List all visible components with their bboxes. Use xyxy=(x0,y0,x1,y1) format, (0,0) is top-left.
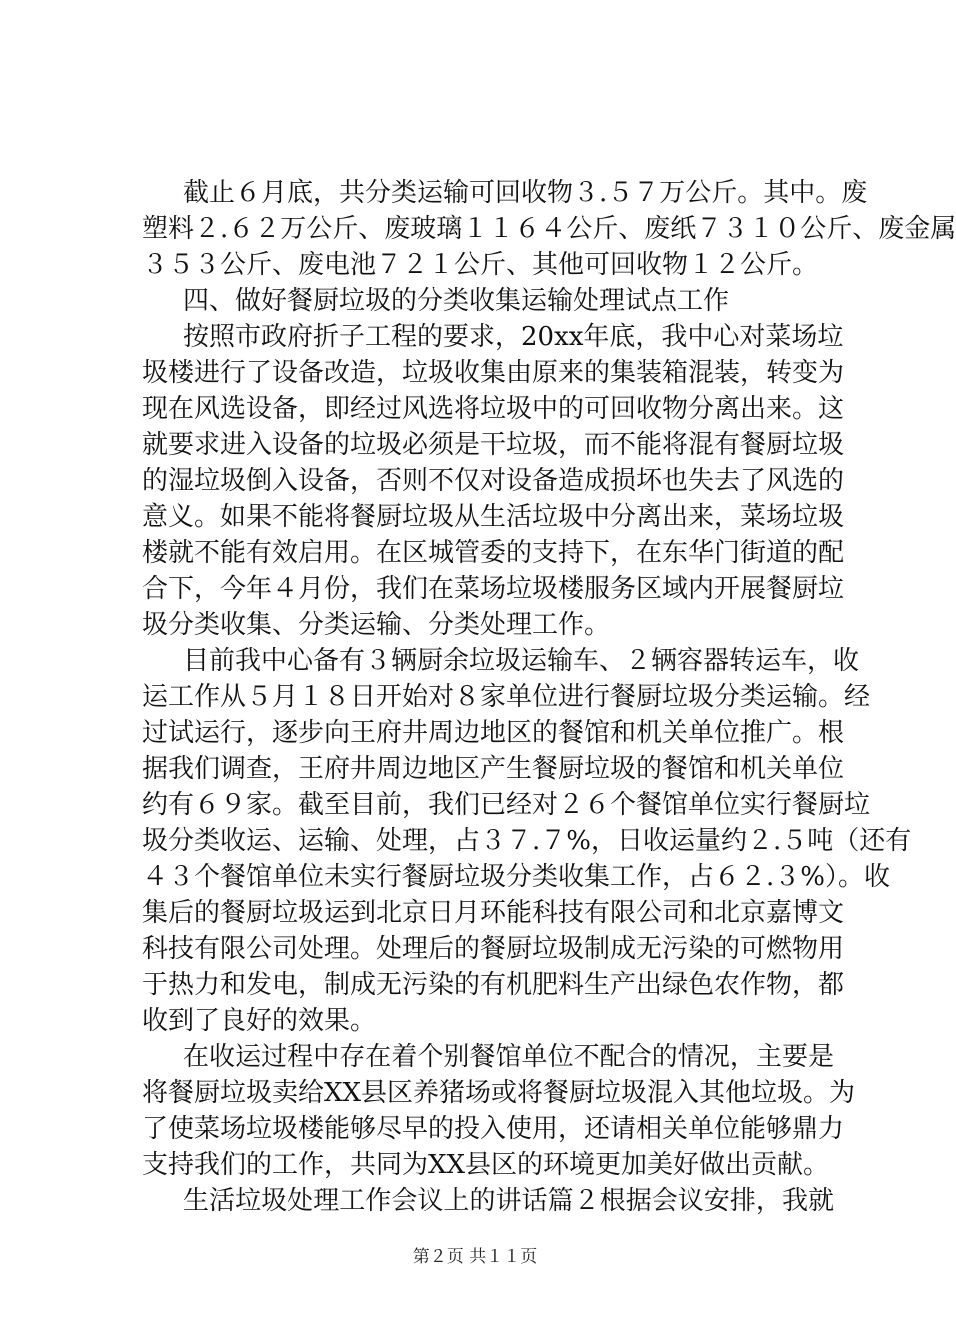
paragraph-line: 约有６９家。截至目前，我们已经对２６个餐馆单位实行餐厨垃 xyxy=(142,790,871,820)
paragraph-line: 就要求进入设备的垃圾必须是干垃圾，而不能将混有餐厨垃圾 xyxy=(142,430,845,460)
paragraph-line: 生活垃圾处理工作会议上的讲话篇２根据会议安排，我就 xyxy=(183,1186,834,1216)
paragraph-line: ４３个餐馆单位未实行餐厨垃圾分类收集工作，占６２.３%）。收 xyxy=(142,862,890,892)
paragraph-line: 将餐厨垃圾卖给XX县区养猪场或将餐厨垃圾混入其他垃圾。为 xyxy=(142,1078,856,1108)
paragraph-line: 的湿垃圾倒入设备，否则不仅对设备造成损坏也失去了风选的 xyxy=(142,466,845,496)
paragraph-line: 据我们调查，王府井周边地区产生餐厨垃圾的餐馆和机关单位 xyxy=(142,754,845,784)
paragraph-line: 圾楼进行了设备改造，垃圾收集由原来的集装箱混装，转变为 xyxy=(142,358,845,388)
paragraph-line: 圾分类收集、分类运输、分类处理工作。 xyxy=(142,610,611,640)
paragraph-line: 意义。如果不能将餐厨垃圾从生活垃圾中分离出来，菜场垃圾 xyxy=(142,502,845,532)
paragraph-line: 按照市政府折子工程的要求，20xx年底，我中心对菜场垃 xyxy=(183,322,844,352)
paragraph-line: 了使菜场垃圾楼能够尽早的投入使用，还请相关单位能够鼎力 xyxy=(142,1114,845,1144)
paragraph-line: ３５３公斤、废电池７２１公斤、其他可回收物１２公斤。 xyxy=(142,250,819,280)
paragraph-line: 科技有限公司处理。处理后的餐厨垃圾制成无污染的可燃物用 xyxy=(142,934,845,964)
paragraph-line: 现在风选设备，即经过风选将垃圾中的可回收物分离出来。这 xyxy=(142,394,845,424)
paragraph-line: 圾分类收运、运输、处理，占３７.７%，日收运量约２.５吨（还有 xyxy=(142,826,912,856)
paragraph-line: 塑料２.６２万公斤、废玻璃１１６４公斤、废纸７３１０公斤、废金属 xyxy=(142,214,956,244)
paragraph-line: 集后的餐厨垃圾运到北京日月环能科技有限公司和北京嘉博文 xyxy=(142,898,845,928)
paragraph-line: 运工作从５月１８日开始对８家单位进行餐厨垃圾分类运输。经 xyxy=(142,682,871,712)
paragraph-line: 楼就不能有效启用。在区城管委的支持下，在东华门街道的配 xyxy=(142,538,845,568)
paragraph-line: 于热力和发电，制成无污染的有机肥料生产出绿色农作物，都 xyxy=(142,970,845,1000)
paragraph-line: 目前我中心备有３辆厨余垃圾运输车、２辆容器转运车，收 xyxy=(183,646,860,676)
paragraph-line: 截止６月底，共分类运输可回收物３.５７万公斤。其中。废 xyxy=(183,178,868,208)
paragraph-line: 在收运过程中存在着个别餐馆单位不配合的情况，主要是 xyxy=(183,1042,834,1072)
paragraph-line: 过试运行，逐步向王府井周边地区的餐馆和机关单位推广。根 xyxy=(142,718,845,748)
paragraph-line: 支持我们的工作，共同为XX县区的环境更加美好做出贡献。 xyxy=(142,1150,830,1180)
page-footer: 第２页 共１１页 xyxy=(412,1247,538,1267)
paragraph-line: 合下，今年４月份，我们在菜场垃圾楼服务区域内开展餐厨垃 xyxy=(142,574,845,604)
section-heading: 四、做好餐厨垃圾的分类收集运输处理试点工作 xyxy=(183,286,730,316)
paragraph-line: 收到了良好的效果。 xyxy=(142,1006,377,1036)
